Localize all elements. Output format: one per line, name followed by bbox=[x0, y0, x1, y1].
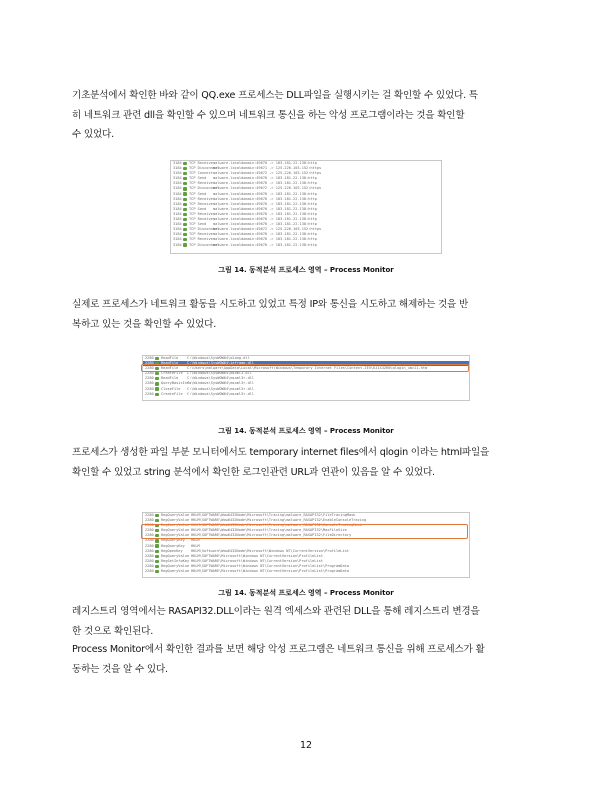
event-path: malware.localdomain:49670 -> 183.181.22.138:http bbox=[213, 242, 317, 247]
event-operation: TCP Receive bbox=[189, 232, 213, 237]
event-operation: RegQueryValue bbox=[161, 528, 190, 533]
event-pid: 3184 bbox=[173, 196, 182, 201]
event-operation: RegQueryKey bbox=[161, 538, 185, 543]
event-path: malware.localdomain:49670 -> 183.181.22.138:http bbox=[213, 191, 317, 196]
event-path: malware.localdomain:49670 -> 183.181.22.138:http bbox=[213, 217, 317, 222]
event-operation: RegSetInfoKey bbox=[161, 558, 190, 563]
event-operation: TCP Disconnect bbox=[189, 227, 220, 232]
process-icon bbox=[183, 213, 187, 216]
event-operation: TCP Receive bbox=[189, 217, 213, 222]
event-pid: 2280 bbox=[145, 371, 154, 376]
event-operation: TCP Receive bbox=[189, 196, 213, 201]
event-path: C:\Windows\SysWOW64\msxml3r.dll bbox=[187, 391, 255, 396]
event-path: malware.localdomain:49672 -> 125.226.103.152:https bbox=[213, 186, 322, 191]
event-path: HKLM\SOFTWARE\Microsoft\Windows NT\CurrentVersion\ProfileList bbox=[191, 558, 323, 563]
figure-caption-files: 그림 14. 동적분석 프로세스 영역 – Process Monitor bbox=[218, 427, 394, 435]
process-icon bbox=[155, 387, 159, 390]
event-path: malware.localdomain:49670 -> 183.181.22.138:http bbox=[213, 196, 317, 201]
process-icon bbox=[183, 198, 187, 201]
event-path: malware.localdomain:49672 -> 125.226.103.152:https bbox=[213, 171, 322, 176]
event-path: C:\Windows\SysWOW64\msxml3r.dll bbox=[187, 386, 255, 391]
event-operation: TCP Receive bbox=[189, 161, 213, 165]
event-operation: QueryBasicInfo bbox=[161, 381, 192, 386]
process-icon bbox=[155, 565, 159, 568]
event-path: malware.localdomain:49670 -> 183.181.22.138:http bbox=[213, 201, 317, 206]
paragraph-qq-exe-dll: 기초분석에서 확인한 바와 같이 QQ.exe 프로세스는 DLL파일을 실행시키는 걸 확인할 수 있었다. 특 히 네트워크 관련 dll을 확인할 수 있으며 네트워크 통신을 하는 악성 프로그램이라는 것을 확인할 수 있었다. bbox=[72, 90, 478, 140]
event-pid: 2280 bbox=[145, 548, 154, 553]
process-icon bbox=[183, 238, 187, 241]
process-icon bbox=[183, 243, 187, 246]
event-operation: RegQueryValue bbox=[161, 523, 190, 528]
paragraph-conclusion: Process Monitor에서 확인한 결과를 보면 해당 악성 프로그램은 네트워크 통신을 위해 프로세스가 활 동하는 것을 알 수 있다. bbox=[72, 644, 485, 675]
process-icon bbox=[155, 570, 159, 573]
process-icon bbox=[155, 560, 159, 563]
event-pid: 3184 bbox=[173, 171, 182, 176]
process-icon bbox=[183, 223, 187, 226]
process-icon bbox=[155, 357, 159, 360]
process-icon bbox=[183, 177, 187, 180]
process-icon bbox=[183, 172, 187, 175]
process-icon bbox=[183, 208, 187, 211]
event-path: malware.localdomain:49670 -> 183.181.22.138:http bbox=[213, 181, 317, 186]
event-path: HKLM\SOFTWARE\Wow6432Node\Microsoft\Tracing\malware_RASAPI32\ConsoleTracingMask bbox=[191, 523, 362, 528]
process-icon bbox=[155, 544, 159, 547]
event-operation: RegQueryValue bbox=[161, 533, 190, 538]
paragraph-registry: 레지스트리 영역에서는 RASAPI32.DLL이라는 원격 엑세스와 관련된 DLL을 통해 레지스트리 변경을 한 것으로 확인된다. bbox=[72, 606, 480, 637]
event-operation: TCP Receive bbox=[189, 237, 213, 242]
event-path: HKLM\SOFTWARE\Wow6432Node\Microsoft\Tracing\malware_RASAPI32\FileDirectory bbox=[191, 533, 352, 538]
paragraph-temp-internet-files: 프로세스가 생성한 파일 부분 모니터에서도 temporary internet files에서 qlogin 이라는 html파일을 확인할 수 있었고 string 분석에서 확인한 로그인관련 URL과 연관이 있음을 알 수 있었다. bbox=[72, 447, 490, 478]
event-pid: 3184 bbox=[173, 227, 182, 232]
screenshot-registry-activity bbox=[142, 512, 470, 578]
event-operation: ReadFile bbox=[161, 361, 179, 366]
event-operation: ReadFile bbox=[161, 356, 179, 360]
process-icon bbox=[155, 550, 159, 553]
event-pid: 2280 bbox=[145, 356, 154, 360]
event-path: malware.localdomain:49672 -> 125.226.103.152:https bbox=[213, 227, 322, 232]
figure-caption-network: 그림 14. 동적분석 프로세스 영역 – Process Monitor bbox=[218, 266, 394, 274]
event-operation: RegQueryValue bbox=[161, 569, 190, 574]
event-path: malware.localdomain:49670 -> 183.181.22.138:http bbox=[213, 232, 317, 237]
event-pid: 2280 bbox=[145, 553, 154, 558]
event-path: malware.localdomain:49670 -> 183.181.22.138:http bbox=[213, 206, 317, 211]
process-icon bbox=[183, 203, 187, 206]
event-pid: 3184 bbox=[173, 217, 182, 222]
page-number: 12 bbox=[299, 740, 313, 751]
event-pid: 2280 bbox=[145, 569, 154, 574]
event-operation: RegQueryKey bbox=[161, 543, 185, 548]
process-icon bbox=[183, 218, 187, 221]
event-path: C:\Windows\SysWOW64\ieframe.dll bbox=[187, 361, 255, 366]
event-pid: 2280 bbox=[145, 381, 154, 386]
event-operation: TCP Disconnect bbox=[189, 242, 220, 247]
event-pid: 3184 bbox=[173, 232, 182, 237]
event-operation: CloseFile bbox=[161, 386, 181, 391]
event-pid: 3184 bbox=[173, 166, 182, 171]
process-icon bbox=[183, 228, 187, 231]
process-icon bbox=[155, 377, 159, 380]
event-pid: 3184 bbox=[173, 242, 182, 247]
process-icon bbox=[155, 539, 159, 542]
event-operation: TCP Send bbox=[189, 191, 207, 196]
process-icon bbox=[155, 393, 159, 396]
event-pid: 2280 bbox=[145, 361, 154, 366]
figure-caption-registry: 그림 14. 동적분석 프로세스 영역 – Process Monitor bbox=[218, 589, 394, 597]
process-icon bbox=[155, 382, 159, 385]
process-icon bbox=[183, 233, 187, 236]
event-row bbox=[143, 392, 469, 397]
event-path: HKLM\SOFTWARE\Microsoft\Windows NT\CurrentVersion\ProfileList\ProgramData bbox=[191, 569, 349, 574]
process-icon bbox=[183, 192, 187, 195]
event-pid: 3184 bbox=[173, 176, 182, 181]
process-icon bbox=[183, 182, 187, 185]
event-operation: TCP Send bbox=[189, 176, 207, 181]
event-path: malware.localdomain:49670 -> 183.181.22.138:http bbox=[213, 161, 317, 165]
event-operation: RegQueryValue bbox=[161, 518, 190, 523]
event-operation: TCP Receive bbox=[189, 181, 213, 186]
event-path: malware.localdomain:49670 -> 183.181.22.138:http bbox=[213, 211, 317, 216]
event-path: HKLM\Software\Wow6432Node\Microsoft\Windows NT\CurrentVersion\ProfileList bbox=[191, 548, 349, 553]
event-pid: 3184 bbox=[173, 201, 182, 206]
paragraph-network-activity: 실제로 프로세스가 네트워크 활동을 시도하고 있었고 특정 IP와 통신을 시도하고 해제하는 것을 반 복하고 있는 것을 확인할 수 있었다. bbox=[72, 299, 469, 330]
event-operation: ReadFile bbox=[161, 366, 179, 371]
event-pid: 2280 bbox=[145, 523, 154, 528]
event-pid: 3184 bbox=[173, 191, 182, 196]
event-path: malware.localdomain:49670 -> 183.181.22.138:http bbox=[213, 176, 317, 181]
event-path: HKLM\SOFTWARE\Wow6432Node\Microsoft\Tracing\malware_RASAPI32\FileTracingMask bbox=[191, 513, 356, 517]
process-icon bbox=[183, 162, 187, 165]
event-pid: 2280 bbox=[145, 386, 154, 391]
event-operation: TCP Connect bbox=[189, 171, 213, 176]
event-pid: 2280 bbox=[145, 376, 154, 381]
process-icon bbox=[155, 372, 159, 375]
highlight-qlogin-file bbox=[141, 364, 469, 372]
event-pid: 2280 bbox=[145, 391, 154, 396]
screenshot-network-activity bbox=[170, 160, 442, 254]
event-path: C:\Windows\SysWOW64\mlang.dll bbox=[187, 356, 250, 360]
event-path: malware.localdomain:49670 -> 183.181.22.138:http bbox=[213, 237, 317, 242]
process-icon bbox=[183, 187, 187, 190]
event-pid: 2280 bbox=[145, 518, 154, 523]
process-icon bbox=[183, 167, 187, 170]
event-operation: RegQueryValue bbox=[161, 553, 190, 558]
event-path: C:\Windows\SysWOW64\msxml3r.dll bbox=[187, 381, 255, 386]
event-pid: 3184 bbox=[173, 206, 182, 211]
event-path: C:\Windows\SysWOW64\msxml3.dll bbox=[187, 371, 252, 376]
event-operation: ReadFile bbox=[161, 376, 179, 381]
process-icon bbox=[155, 519, 159, 522]
event-path: HKLM bbox=[191, 543, 200, 548]
event-operation: CreateFile bbox=[161, 391, 183, 396]
event-pid: 3184 bbox=[173, 237, 182, 242]
process-icon bbox=[155, 514, 159, 517]
event-path: HKLM\SOFTWARE\Microsoft\Windows NT\CurrentVersion\ProfileList bbox=[191, 553, 323, 558]
event-operation: TCP Receive bbox=[189, 201, 213, 206]
event-pid: 3184 bbox=[173, 186, 182, 191]
event-pid: 2280 bbox=[145, 528, 154, 533]
event-pid: 3184 bbox=[173, 211, 182, 216]
screenshot-file-activity bbox=[142, 355, 470, 401]
event-path: HKLM bbox=[191, 538, 200, 543]
event-operation: TCP Receive bbox=[189, 211, 213, 216]
event-path: C:\Users\malware\AppData\Local\Microsoft\Windows\Temporary Internet Files\Content.IE5\KJ1X3ZKN\qlogin_ubc11.htm bbox=[187, 366, 428, 371]
event-pid: 2280 bbox=[145, 563, 154, 568]
event-operation: TCP Send bbox=[189, 206, 207, 211]
event-row bbox=[171, 243, 441, 248]
event-path: HKLM\SOFTWARE\Microsoft\Windows NT\CurrentVersion\ProfileList\ProgramData bbox=[191, 563, 349, 568]
event-operation: TCP Disconnect bbox=[189, 166, 220, 171]
event-pid: 2280 bbox=[145, 366, 154, 371]
process-icon bbox=[155, 555, 159, 558]
event-pid: 2280 bbox=[145, 538, 154, 543]
highlight-rasapi32-registry bbox=[141, 524, 468, 539]
event-operation: CreateFile bbox=[161, 371, 183, 376]
event-path: malware.localdomain:49670 -> 183.181.22.138:http bbox=[213, 222, 317, 227]
event-path: C:\Windows\SysWOW64\msxml3r.dll bbox=[187, 376, 255, 381]
event-pid: 2280 bbox=[145, 533, 154, 538]
event-operation: TCP Send bbox=[189, 222, 207, 227]
event-operation: RegQueryValue bbox=[161, 563, 190, 568]
event-pid: 2280 bbox=[145, 513, 154, 517]
event-row bbox=[143, 569, 469, 574]
event-pid: 2280 bbox=[145, 543, 154, 548]
event-pid: 3184 bbox=[173, 222, 182, 227]
event-pid: 2280 bbox=[145, 558, 154, 563]
event-operation: RegOpenKey bbox=[161, 548, 183, 553]
event-operation: RegQueryValue bbox=[161, 513, 190, 517]
event-pid: 3184 bbox=[173, 181, 182, 186]
event-operation: TCP Disconnect bbox=[189, 186, 220, 191]
event-path: malware.localdomain:49671 -> 125.226.103.152:https bbox=[213, 166, 322, 171]
event-path: HKLM\SOFTWARE\Wow6432Node\Microsoft\Tracing\malware_RASAPI32\EnableConsoleTracing bbox=[191, 518, 367, 523]
event-pid: 3184 bbox=[173, 161, 182, 165]
event-path: HKLM\SOFTWARE\Wow6432Node\Microsoft\Tracing\malware_RASAPI32\MaxFileSize bbox=[191, 528, 347, 533]
